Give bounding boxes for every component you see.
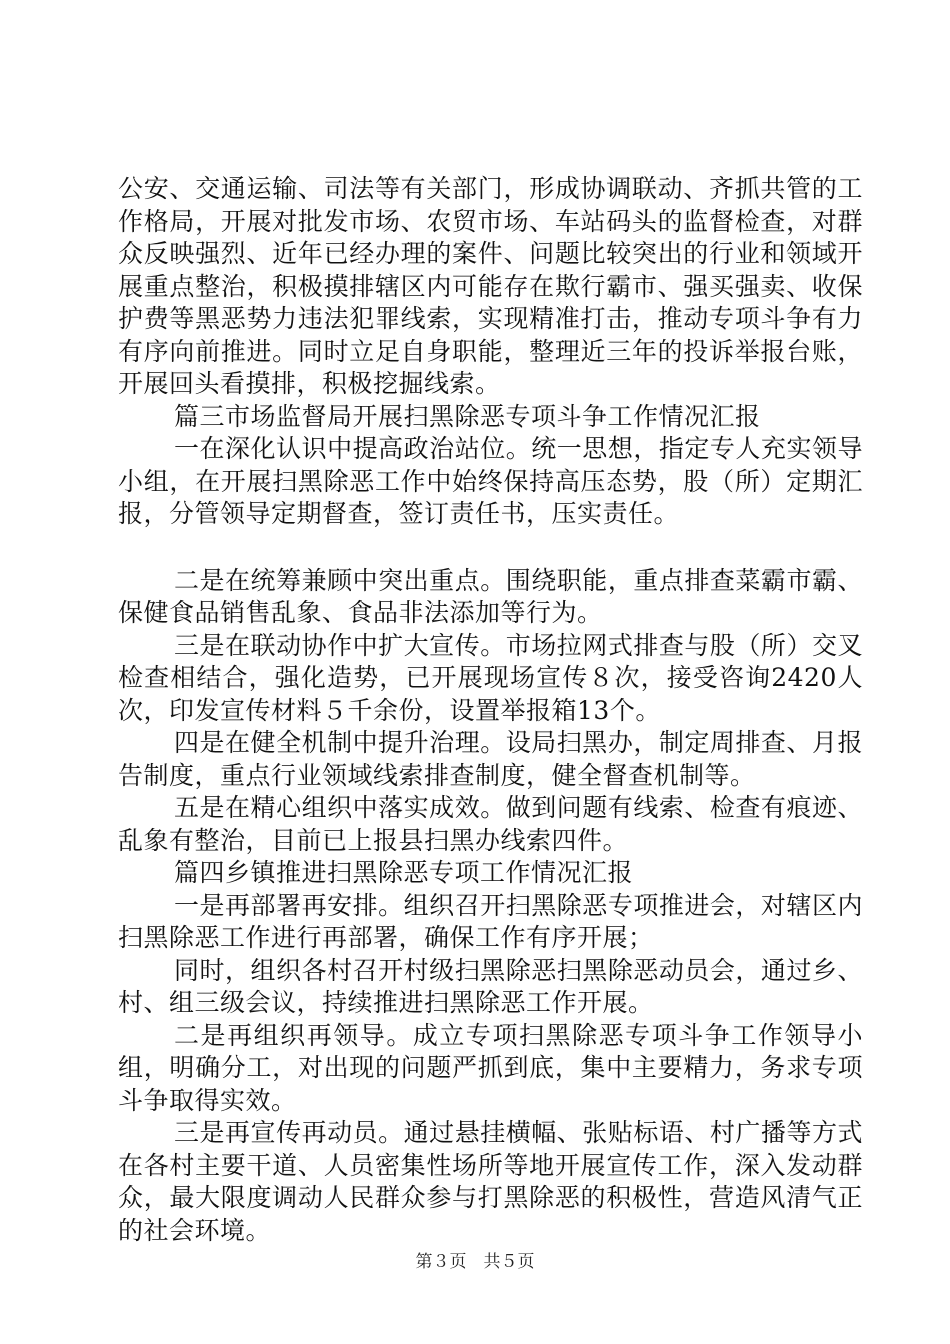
section-heading-part-four: 篇四乡镇推进扫黑除恶专项工作情况汇报 bbox=[174, 858, 634, 887]
paragraph-intro-continuation: 公安、交通运输、司法等有关部门，形成协调联动、齐抓共管的工作格局，开展对批发市场、农贸市场、车站码头的监督检查，对群众反映强烈、近年已经办理的案件、问题比较突出的行业和领域开展重点整治，积极摸排辖区内可能存在欺行霸市、强买强卖、收保护费等黑恶势力违法犯罪线索，实现精准打击，推动专项斗争有力有序向前推进。同时立足自身职能，整理近三年的投诉举报台账，开展回头看摸排，积极挖掘线索。 bbox=[118, 174, 863, 398]
paragraph-reorganize: 二是再组织再领导。成立专项扫黑除恶专项斗争工作领导小组，明确分工，对出现的问题严抓到底，集中主要精力，务求专项斗争取得实效。 bbox=[118, 1020, 863, 1115]
paragraph-point-four: 四是在健全机制中提升治理。设局扫黑办，制定周排查、月报告制度，重点行业领域线索排查制度，健全督查机制等。 bbox=[118, 728, 863, 790]
paragraph-gap bbox=[118, 531, 863, 565]
paragraph-point-five: 五是在精心组织中落实成效。做到问题有线索、检查有痕迹、乱象有整治，目前已上报县扫黑办线索四件。 bbox=[118, 793, 863, 855]
paragraph-village-meetings: 同时，组织各村召开村级扫黑除恶扫黑除恶动员会，通过乡、村、组三级会议，持续推进扫黑除恶工作开展。 bbox=[118, 955, 863, 1017]
paragraph-point-three: 三是在联动协作中扩大宣传。市场拉网式排查与股（所）交叉检查相结合，强化造势，已开展现场宣传８次，接受咨询2420人次，印发宣传材料５千余份，设置举报箱13个。 bbox=[118, 630, 863, 725]
paragraph-point-two: 二是在统筹兼顾中突出重点。围绕职能，重点排查菜霸市霸、保健食品销售乱象、食品非法添加等行为。 bbox=[118, 565, 863, 627]
section-heading-part-three: 篇三市场监督局开展扫黑除恶专项斗争工作情况汇报 bbox=[174, 401, 761, 431]
document-body bbox=[118, 173, 863, 1247]
paragraph-redeploy: 一是再部署再安排。组织召开扫黑除恶专项推进会，对辖区内扫黑除恶工作进行再部署，确保工作有序开展； bbox=[118, 890, 863, 952]
paragraph-point-one: 一在深化认识中提高政治站位。统一思想，指定专人充实领导小组，在开展扫黑除恶工作中始终保持高压态势，股（所）定期汇报，分管领导定期督查，签订责任书，压实责任。 bbox=[118, 434, 863, 528]
paragraph-publicity: 三是再宣传再动员。通过悬挂横幅、张贴标语、村广播等方式在各村主要干道、人员密集性场所等地开展宣传工作，深入发动群众，最大限度调动人民群众参与打黑除恶的积极性，营造风清气正的社会环境。 bbox=[118, 1118, 863, 1245]
page-number-footer: 第３页 共５页 bbox=[415, 1252, 535, 1272]
